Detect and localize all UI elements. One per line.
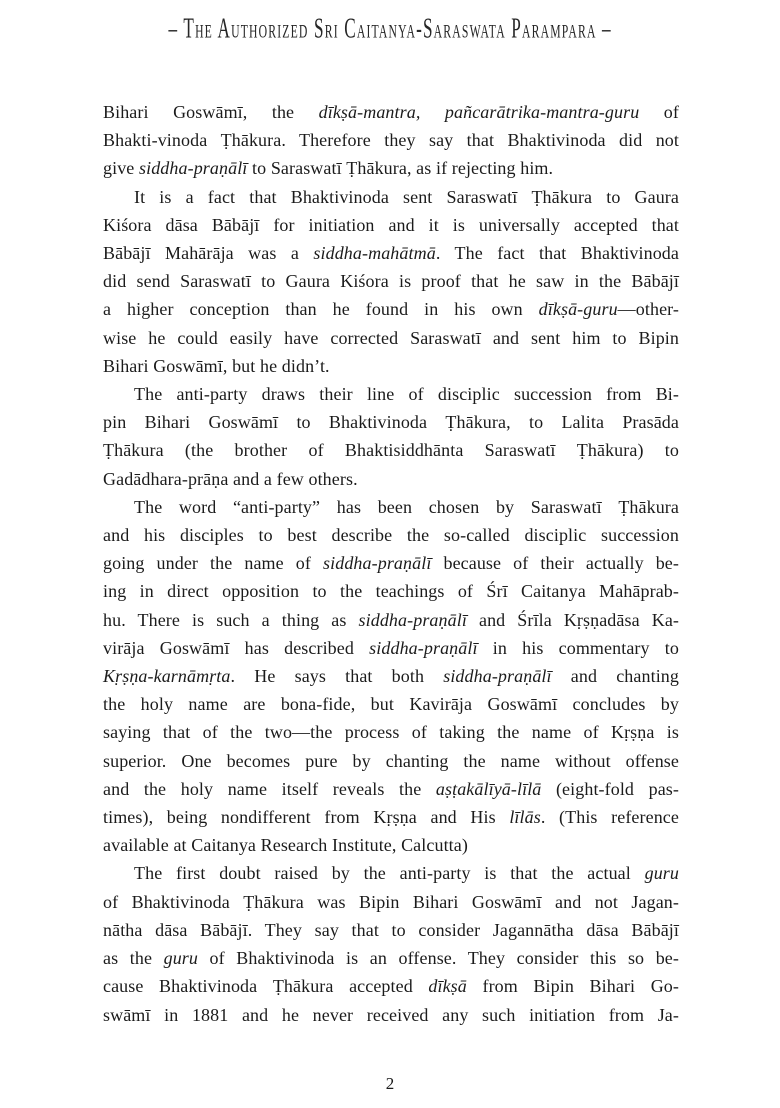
text-line [103, 803, 679, 831]
text-block [103, 98, 679, 1029]
text-line [103, 859, 679, 887]
text-run: . He says that both [230, 666, 444, 687]
text-line [103, 577, 679, 605]
text-run: nātha dāsa Bābājī. They say that to consider Jagannātha dāsa Bābājī [103, 919, 679, 940]
italic-run: dīkṣā-guru [538, 299, 618, 320]
text-line [103, 380, 679, 408]
text-run: from Bipin Bihari Go- [466, 976, 679, 997]
text-line [103, 408, 679, 436]
text-line [103, 126, 679, 154]
text-run: Gadādhara-prāṇa and a few others. [103, 468, 358, 489]
text-line [103, 154, 679, 182]
text-run: ing in direct opposition to the teachings of Śrī Caitanya Mahāprab- [103, 581, 679, 602]
text-run: of Bhaktivinoda Ṭhākura was Bipin Bihari Goswāmī and not Jagan- [103, 891, 679, 912]
text-run: because of their actually be- [431, 553, 679, 574]
text-line [103, 662, 679, 690]
text-line [103, 690, 679, 718]
text-line [103, 521, 679, 549]
text-line [103, 549, 679, 577]
text-run: . (This reference [540, 807, 679, 828]
text-run: The first doubt raised by the anti-party is that the actual [134, 863, 645, 884]
text-run: hu. There is such a thing as [103, 609, 359, 630]
text-run: virāja Goswāmī has described [103, 637, 370, 658]
text-run: times), being nondifferent from Kṛṣṇa and His [103, 807, 510, 828]
italic-run: siddha-praṇālī [358, 609, 467, 630]
text-line [103, 239, 679, 267]
text-line [103, 183, 679, 211]
text-run: Ṭhākura (the brother of Bhaktisiddhānta Saraswatī Ṭhākura) to [103, 440, 679, 461]
text-run: (eight-fold pas- [541, 778, 679, 799]
running-header-title: – The Authorized Sri Caitanya-Saraswata Parampara – [168, 12, 612, 44]
text-line [103, 211, 679, 239]
text-line [103, 295, 679, 323]
text-run: The anti-party draws their line of disciplic succession from Bi- [134, 384, 679, 405]
text-run: and Śrīla Kṛṣṇadāsa Ka- [466, 609, 680, 630]
text-run: of [639, 102, 679, 122]
text-line [103, 267, 679, 295]
text-run: wise he could easily have corrected Saraswatī and sent him to Bipin [103, 327, 679, 348]
text-run: swāmī in 1881 and he never received any such initiation from Ja- [103, 1004, 679, 1025]
text-run: . The fact that Bhaktivinoda [435, 243, 679, 264]
text-line [103, 324, 679, 352]
text-run: the holy name are bona-fide, but Kavirāja Goswāmī concludes by [103, 694, 679, 715]
text-run: available at Caitanya Research Institute, Calcutta) [103, 835, 468, 856]
text-run: going under the name of [103, 553, 324, 574]
text-run: cause Bhaktivinoda Ṭhākura accepted [103, 976, 429, 997]
text-run: superior. One becomes pure by chanting the name without offense [103, 750, 679, 771]
text-run: did send Saraswatī to Gaura Kiśora is proof that he saw in the Bābājī [103, 271, 679, 292]
text-run: of Bhaktivinoda is an offense. They consider this so be- [198, 948, 679, 969]
italic-run: aṣṭakālīyā-līlā [435, 778, 542, 799]
text-line [103, 436, 679, 464]
text-line [103, 831, 679, 859]
text-run: Kiśora dāsa Bābājī for initiation and it is universally accepted that [103, 214, 679, 235]
text-line [103, 888, 679, 916]
text-run: saying that of the two—the process of taking the name of Kṛṣṇa is [103, 722, 679, 743]
italic-run: siddha-praṇālī [139, 158, 248, 179]
text-line [103, 775, 679, 803]
text-line [103, 465, 679, 493]
italic-run: siddha-mahātmā [313, 243, 436, 264]
text-run: Bihari Goswāmī, the [103, 102, 319, 122]
text-run: Bihari Goswāmī, but he didn’t. [103, 355, 330, 376]
text-run: The word “anti-party” has been chosen by Saraswatī Ṭhākura [134, 496, 679, 517]
text-run: to Saraswatī Ṭhākura, as if rejecting him. [247, 158, 554, 179]
italic-run: siddha-praṇālī [323, 553, 432, 574]
text-line [103, 1001, 679, 1029]
text-line [103, 718, 679, 746]
page-number: 2 [385, 1074, 395, 1093]
italic-run: siddha-praṇālī [369, 637, 478, 658]
page-footer [0, 1074, 780, 1094]
italic-run: siddha-praṇālī [443, 666, 552, 687]
italic-run: dīkṣā [428, 976, 467, 997]
text-run: and the holy name itself reveals the [103, 778, 436, 799]
text-run: It is a fact that Bhaktivinoda sent Saraswatī Ṭhākura to Gaura [134, 186, 679, 207]
text-line [103, 916, 679, 944]
text-line [103, 98, 679, 126]
italic-run: guru [644, 863, 679, 884]
text-line [103, 972, 679, 1000]
text-run: and chanting [551, 666, 679, 687]
italic-run: guru [163, 948, 198, 969]
text-line [103, 493, 679, 521]
text-run: Bhakti-vinoda Ṭhākura. Therefore they say that Bhaktivinoda did not [103, 130, 679, 151]
text-run: a higher conception than he found in his own [103, 299, 539, 320]
italic-run: Kṛṣṇa-karnāmṛta [103, 666, 231, 687]
text-line [103, 944, 679, 972]
text-line [103, 352, 679, 380]
text-run: —other- [617, 299, 679, 320]
text-run: give [103, 158, 139, 179]
italic-run: dīkṣā-mantra, pañcarātrika-mantra-guru [318, 102, 640, 122]
text-run: pin Bihari Goswāmī to Bhaktivinoda Ṭhākura, to Lalita Prasāda [103, 412, 679, 433]
text-run: as the [103, 948, 164, 969]
text-run: and his disciples to best describe the so-called disciplic succession [103, 525, 679, 546]
running-header [0, 12, 780, 44]
text-line [103, 747, 679, 775]
italic-run: līlās [509, 807, 541, 828]
text-line [103, 606, 679, 634]
text-run: in his commentary to [477, 637, 679, 658]
text-line [103, 634, 679, 662]
text-run: Bābājī Mahārāja was a [103, 243, 314, 264]
